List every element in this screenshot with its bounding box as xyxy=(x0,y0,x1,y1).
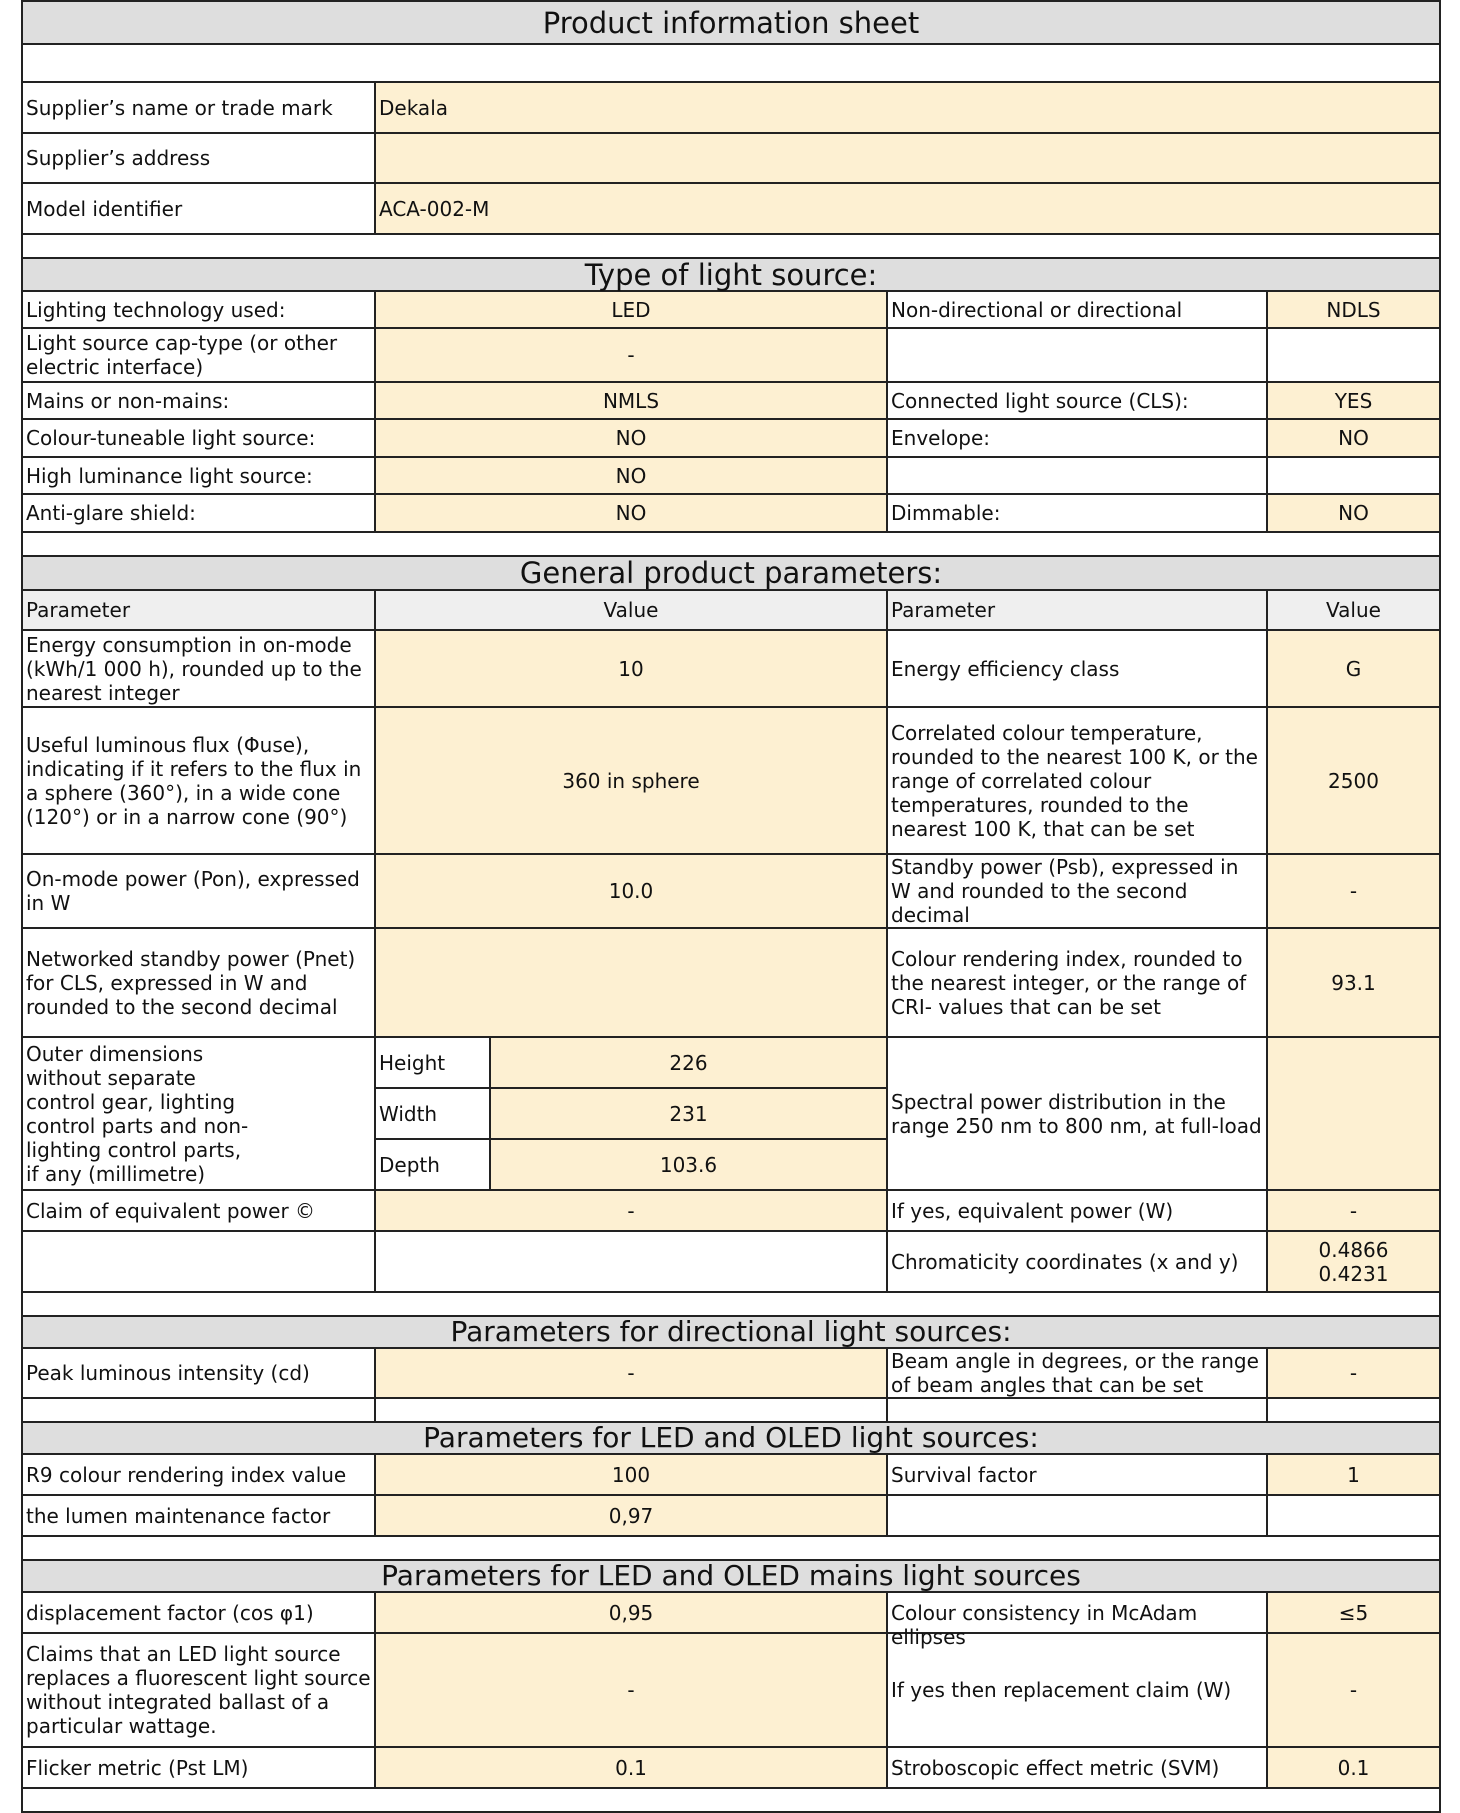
empty-cell xyxy=(887,328,1267,382)
equivalent-power-claim-label: Claim of equivalent power © xyxy=(22,1190,375,1231)
replacement-claim-value: - xyxy=(1267,1633,1440,1747)
spacer-row xyxy=(22,1536,1440,1560)
fluorescent-replacement-claims-label: Claims that an LED light source replaces a fluorescent light source without integrated ballast of a particular wattage. xyxy=(22,1633,375,1747)
cap-type-value: - xyxy=(375,328,887,382)
lumen-maintenance-value: 0,97 xyxy=(375,1495,887,1536)
dimmable-value: NO xyxy=(1267,494,1440,532)
r9-value: 100 xyxy=(375,1454,887,1495)
model-identifier-label: Model identifier xyxy=(22,183,375,234)
lighting-tech-label: Lighting technology used: xyxy=(22,291,375,328)
envelope-value: NO xyxy=(1267,419,1440,457)
fluorescent-replacement-claims-value: - xyxy=(375,1633,887,1747)
cls-label: Connected light source (CLS): xyxy=(887,382,1267,419)
general-section-heading: General product parameters: xyxy=(22,556,1440,590)
beam-angle-label: Beam angle in degrees, or the range of beam angles that can be set xyxy=(887,1348,1267,1398)
spacer-row xyxy=(22,532,1440,556)
networked-standby-label: Networked standby power (Pnet) for CLS, expressed in W and rounded to the second decimal xyxy=(22,928,375,1037)
on-mode-power-value: 10.0 xyxy=(375,854,887,928)
energy-consumption-label: Energy consumption in on-mode (kWh/1 000 h), rounded up to the nearest integer xyxy=(22,630,375,707)
peak-intensity-label: Peak luminous intensity (cd) xyxy=(22,1348,375,1398)
empty-cell xyxy=(887,1495,1267,1536)
spectral-value xyxy=(1267,1037,1440,1190)
empty-cell xyxy=(887,457,1267,494)
chromaticity-x: 0.4866 xyxy=(1318,1237,1389,1262)
empty-cell xyxy=(1267,328,1440,382)
survival-factor-value: 1 xyxy=(1267,1454,1440,1495)
luminous-flux-value: 360 in sphere xyxy=(375,707,887,854)
directional-section-heading: Parameters for directional light sources: xyxy=(22,1316,1440,1348)
spectral-label: Spectral power distribution in the range 250 nm to 800 nm, at full-load xyxy=(887,1037,1267,1190)
flicker-metric-label: Flicker metric (Pst LM) xyxy=(22,1747,375,1788)
standby-power-label: Standby power (Psb), expressed in W and rounded to the second decimal xyxy=(887,854,1267,928)
spacer-cell xyxy=(1267,1398,1440,1422)
equivalent-power-claim-value: - xyxy=(375,1190,887,1231)
chromaticity-label: Chromaticity coordinates (x and y) xyxy=(887,1231,1267,1292)
networked-standby-value xyxy=(375,928,887,1037)
led-mains-section-heading: Parameters for LED and OLED mains light sources xyxy=(22,1560,1440,1592)
model-identifier-value: ACA-002-M xyxy=(375,183,1440,234)
sheet-title: Product information sheet xyxy=(22,1,1440,44)
chromaticity-value xyxy=(1267,1231,1440,1292)
supplier-name-value: Dekala xyxy=(375,82,1440,133)
high-luminance-value: NO xyxy=(375,457,887,494)
cri-value: 93.1 xyxy=(1267,928,1440,1037)
equivalent-power-value: - xyxy=(1267,1190,1440,1231)
envelope-label: Envelope: xyxy=(887,419,1267,457)
column-header-value: Value xyxy=(375,590,887,630)
mcadam-text: Colour consistency in McAdam ellipses xyxy=(891,1600,1198,1649)
efficiency-class-label: Energy efficiency class xyxy=(887,630,1267,707)
cri-label: Colour rendering index, rounded to the nearest integer, or the range of CRI- values that can be set xyxy=(887,928,1267,1037)
type-section-heading: Type of light source: xyxy=(22,258,1440,291)
directional-label: Non-directional or directional xyxy=(887,291,1267,328)
mains-value: NMLS xyxy=(375,382,887,419)
equivalent-power-label: If yes, equivalent power (W) xyxy=(887,1190,1267,1231)
supplier-name-label: Supplier’s name or trade mark xyxy=(22,82,375,133)
column-header-parameter: Parameter xyxy=(22,590,375,630)
mains-label: Mains or non-mains: xyxy=(22,382,375,419)
column-header-value: Value xyxy=(1267,590,1440,630)
led-section-heading: Parameters for LED and OLED light sources: xyxy=(22,1422,1440,1454)
luminous-flux-label: Useful luminous flux (Φuse), indicating if it refers to the flux in a sphere (360°), in a wide cone (120°) or in a narrow cone (90°) xyxy=(22,707,375,854)
standby-power-value: - xyxy=(1267,854,1440,928)
height-value: 226 xyxy=(490,1037,887,1088)
cct-value: 2500 xyxy=(1267,707,1440,854)
depth-label: Depth xyxy=(375,1139,490,1190)
column-header-parameter: Parameter xyxy=(887,590,1267,630)
spacer-cell xyxy=(887,1398,1267,1422)
product-information-sheet xyxy=(21,0,1439,1800)
svm-value: 0.1 xyxy=(1267,1747,1440,1788)
spacer-row xyxy=(22,1292,1440,1316)
empty-cell xyxy=(22,1231,375,1292)
displacement-factor-value: 0,95 xyxy=(375,1592,887,1633)
survival-factor-label: Survival factor xyxy=(887,1454,1267,1495)
high-luminance-label: High luminance light source: xyxy=(22,457,375,494)
r9-label: R9 colour rendering index value xyxy=(22,1454,375,1495)
svm-label: Stroboscopic effect metric (SVM) xyxy=(887,1747,1267,1788)
supplier-address-value xyxy=(375,133,1440,183)
spacer-row xyxy=(22,44,1440,82)
width-label: Width xyxy=(375,1088,490,1139)
empty-cell xyxy=(1267,1495,1440,1536)
colour-tuneable-value: NO xyxy=(375,419,887,457)
lumen-maintenance-label: the lumen maintenance factor xyxy=(22,1495,375,1536)
width-value: 231 xyxy=(490,1088,887,1139)
mcadam-label xyxy=(887,1592,1267,1649)
peak-intensity-value: - xyxy=(375,1348,887,1398)
energy-consumption-value: 10 xyxy=(375,630,887,707)
spacer-cell xyxy=(22,1398,375,1422)
on-mode-power-label: On-mode power (Pon), expressed in W xyxy=(22,854,375,928)
mcadam-value: ≤5 xyxy=(1267,1592,1440,1633)
cap-type-label: Light source cap-type (or other electric interface) xyxy=(22,328,375,382)
depth-value: 103.6 xyxy=(490,1139,887,1190)
cls-value: YES xyxy=(1267,382,1440,419)
spacer-cell xyxy=(375,1398,887,1422)
dimmable-label: Dimmable: xyxy=(887,494,1267,532)
anti-glare-value: NO xyxy=(375,494,887,532)
spacer-row xyxy=(22,1788,1440,1812)
outer-dimensions-text: Outer dimensions without separate control gear, lighting control parts and non-lighting control parts, if any (millimetre) xyxy=(26,1041,249,1186)
replacement-claim-label: If yes then replacement claim (W) xyxy=(887,1633,1267,1747)
beam-angle-value: - xyxy=(1267,1348,1440,1398)
directional-value: NDLS xyxy=(1267,291,1440,328)
efficiency-class-value: G xyxy=(1267,630,1440,707)
empty-cell xyxy=(1267,457,1440,494)
info-table xyxy=(21,0,1441,1813)
anti-glare-label: Anti-glare shield: xyxy=(22,494,375,532)
spacer-row xyxy=(22,234,1440,258)
empty-cell xyxy=(375,1231,887,1292)
displacement-factor-label: displacement factor (cos φ1) xyxy=(22,1592,375,1633)
chromaticity-y: 0.4231 xyxy=(1318,1261,1389,1286)
outer-dimensions-label xyxy=(22,1037,375,1190)
colour-tuneable-label: Colour-tuneable light source: xyxy=(22,419,375,457)
lighting-tech-value: LED xyxy=(375,291,887,328)
height-label: Height xyxy=(375,1037,490,1088)
flicker-metric-value: 0.1 xyxy=(375,1747,887,1788)
cct-label: Correlated colour temperature, rounded to the nearest 100 K, or the range of correlated colour temperatures, rounded to the nearest 100 K, that can be set xyxy=(887,707,1267,854)
supplier-address-label: Supplier’s address xyxy=(22,133,375,183)
